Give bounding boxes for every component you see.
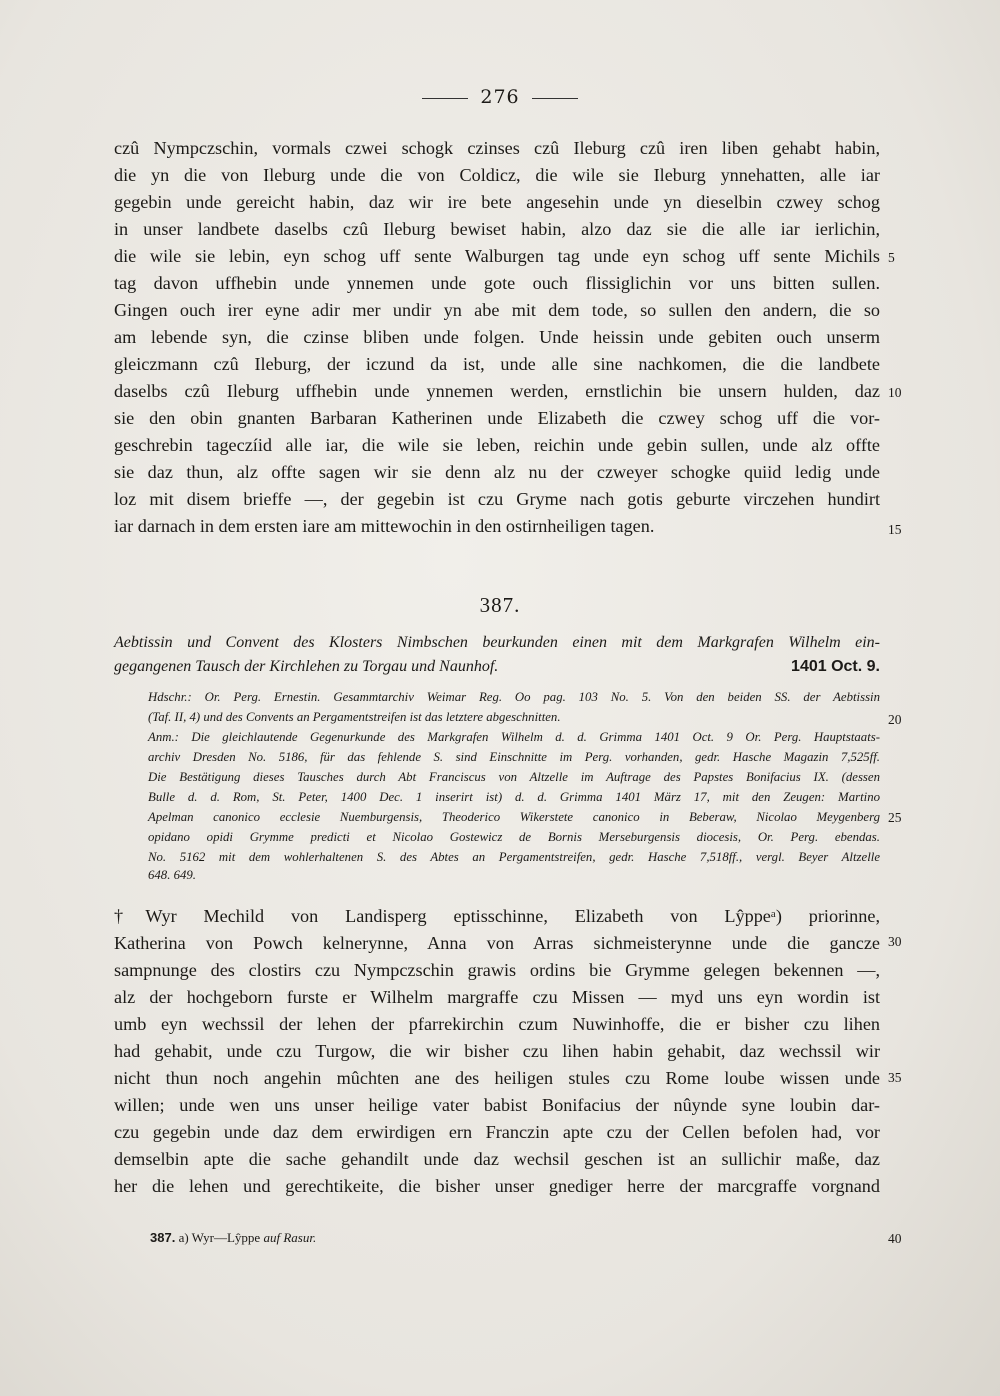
text-line: willen; unde wen uns unser heilige vater babist Bonifacius der nûynde syne loubin dar- [114, 1095, 880, 1115]
margin-line-number: 15 [888, 522, 902, 537]
margin-line-number: 20 [888, 712, 902, 727]
margin-line-number: 30 [888, 934, 902, 949]
apparatus-line: Apelman canonico ecclesie Nuemburgensis, Theoderico Wikerstete canonico in Beberaw, Nicolao Meygenberg [148, 810, 880, 824]
text-line: gleiczmann czû Ileburg, der iczund da ist, unde alle sine nachkomen, die die landbete [114, 354, 880, 374]
text-line: daselbs czû Ileburg uffhebin unde ynnemen werden, ernstlichin bie unsern hulden, daz [114, 381, 880, 401]
margin-line-number: 10 [888, 385, 902, 400]
text-line: Gingen ouch irer eyne adir mer undir yn abe mit dem tode, so sullen den andern, die so [114, 300, 880, 320]
document-number: 387. [479, 593, 521, 617]
text-line: nicht thun noch angehin mûchten ane des heiligen stules czu Rome loube wissen unde [114, 1068, 880, 1088]
regest-line: gegangenen Tausch der Kirchlehen zu Torgau und Naunhof. [114, 658, 499, 675]
text-line: †Wyr Mechild von Landisperg eptisschinne, Elizabeth von Lŷppeᵃ) priorinne, [114, 906, 880, 926]
text-line: alz der hochgeborn furste er Wilhelm margraffe czu Missen — myd uns eyn wordin ist [114, 987, 880, 1007]
apparatus-line: Die Bestätigung dieses Tausches durch Abt Franciscus von Altzelle im Auftrage des Papstes Bonifacius IX. (dessen [148, 770, 880, 784]
apparatus-line: No. 5162 mit dem wohlerhaltenen S. des Abtes an Pergamentstreifen, gedr. Hasche 7,518ff., vergl. Beyer Altzelle [148, 850, 880, 864]
text-line: die yn die von Ileburg unde die von Coldicz, die wile sie Ileburg ynnehatten, alle iar [114, 165, 880, 185]
text-line: sie den obin gnanten Barbaran Katherinen unde Elizabeth die czwey schog uff die vor- [114, 408, 880, 428]
text-line: demselbin apte die sache gehandilt unde daz wechsil geschen ist an sullichir maße, daz [114, 1149, 880, 1169]
regest-line: Aebtissin und Convent des Klosters Nimbschen beurkunden einen mit dem Markgrafen Wilhelm ein- [114, 634, 880, 651]
margin-line-number: 25 [888, 810, 902, 825]
footnote-text: a) Wyr—Lŷppe [178, 1230, 261, 1245]
apparatus-line: Anm.: Die gleichlautende Gegenurkunde des Markgrafen Wilhelm d. d. Grimma 1401 Oct. 9 Or. Perg. Hauptstaats- [148, 730, 880, 744]
margin-line-number: 35 [888, 1070, 902, 1085]
text-line: umb eyn wechssil der lehen der pfarrekirchin czum Nuwinhoffe, die er bisher czu lihen [114, 1014, 880, 1034]
text-line: Katherina von Powch kelnerynne, Anna von Arras sichmeisterynne unde die gancze [114, 933, 880, 953]
text-line: czu gegebin unde daz dem erwirdigen ern Franczin apte czu der Cellen befolen had, vor [114, 1122, 880, 1142]
apparatus-line: 648. 649. [148, 868, 196, 882]
text-line: in unser landbete daselbs czû Ileburg bewiset habin, alzo daz sie die alle iar ierlichin, [114, 219, 880, 239]
document-date: 1401 Oct. 9. [791, 658, 880, 675]
footnote-ref: 387. [150, 1230, 176, 1245]
apparatus-line: archiv Dresden No. 5186, für das fehlende S. sind Einschnitte im Perg. vorhanden, gedr. Hasche Magazin 7,525ff. [148, 750, 880, 764]
text-line: had gehabit, unde czu Turgow, die wir bisher czu lihen habin gehabit, daz wechssil wir [114, 1041, 880, 1061]
text-line: czû Nympczschin, vormals czwei schogk czinses czû Ileburg czû iren liben gehabt habin, [114, 138, 880, 158]
page-header [0, 86, 1000, 108]
text-line: die wile sie lebin, eyn schog uff sente Walburgen tag unde eyn schog uff sente Michils [114, 246, 880, 266]
apparatus-line: Hdschr.: Or. Perg. Ernestin. Gesammtarchiv Weimar Reg. Oo pag. 103 No. 5. Von den beiden SS. der Aebtissin [148, 690, 880, 704]
text-line: iar darnach in dem ersten iare am mittewochin in den ostirnheiligen tagen. [114, 516, 655, 536]
apparatus-line: opidano opidi Grymme predicti et Nicolao Gostewicz de Bornis Merseburgensis diocesis, Or. Perg. ebendas. [148, 830, 880, 844]
text-line: tag davon uffhebin unde ynnemen unde gote ouch flissiglichin vor uns bitten sullen. [114, 273, 880, 293]
footnote [150, 1230, 316, 1246]
footnote-note: auf Rasur. [263, 1230, 317, 1245]
text-line: geschrebin tageczíid alle iar, die wile sie leben, reichin unde gebin sullen, unde alz offte [114, 435, 880, 455]
apparatus-line: Bulle d. d. Rom, St. Peter, 1400 Dec. 1 inserirt ist) d. d. Grimma 1401 März 17, mit den Zeugen: Martino [148, 790, 880, 804]
header-rule-right [532, 98, 578, 99]
text-line: sie daz thun, alz offte sagen wir sie denn alz nu der czweyer schogke quiid ledig unde [114, 462, 880, 482]
header-rule-left [422, 98, 468, 99]
margin-line-number: 5 [888, 250, 895, 265]
text-line: her die lehen und gerechtikeite, die bisher unser gnediger herre der marcgraffe vorgnand [114, 1176, 880, 1196]
text-line: loz mit disem brieffe —, der gegebin ist czu Gryme nach gotis geburte virczehen hundirt [114, 489, 880, 509]
text-line: gegebin unde gereicht habin, daz wir ire bete angesehin unde yn dieselbin czwey schog [114, 192, 880, 212]
text-line: am lebende syn, die czinse bliben unde folgen. Unde heissin unde gebiten ouch unserm [114, 327, 880, 347]
margin-line-number: 40 [888, 1231, 902, 1246]
apparatus-line: (Taf. II, 4) und des Convents an Pergamentstreifen ist das letztere abgeschnitten. [148, 710, 561, 724]
text-line: sampnunge des clostirs czu Nympczschin grawis ordins bie Grymme gelegen bekennen —, [114, 960, 880, 980]
page-number: 276 [480, 86, 520, 108]
